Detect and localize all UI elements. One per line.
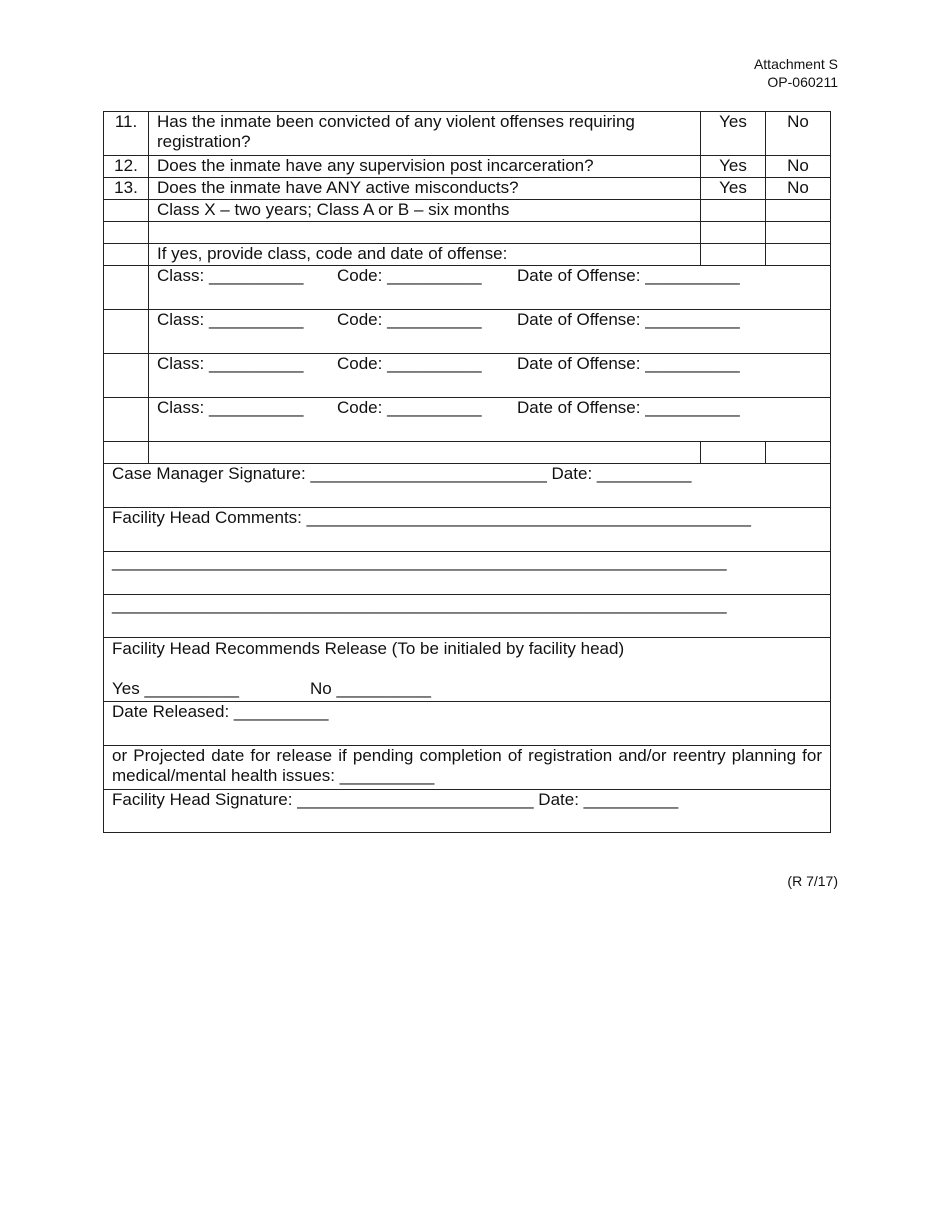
question-number: 12. xyxy=(104,156,149,178)
class-field[interactable]: Class: __________ xyxy=(157,354,304,373)
class-field[interactable]: Class: __________ xyxy=(157,310,304,329)
code-field[interactable]: Code: __________ xyxy=(337,398,482,417)
if-yes-row xyxy=(104,244,831,266)
question-text: Does the inmate have any supervision post incarceration? xyxy=(149,156,701,178)
case-manager-row xyxy=(104,464,831,508)
no-option[interactable]: No xyxy=(766,156,831,178)
recommends-row xyxy=(104,638,831,702)
comments-line[interactable]: _________________________________________________________________ xyxy=(104,595,831,638)
offense-row xyxy=(104,354,831,398)
policy-number: OP-060211 xyxy=(767,74,838,90)
class-note-row xyxy=(104,200,831,222)
code-field[interactable]: Code: __________ xyxy=(337,354,482,373)
recommend-yes-field[interactable]: Yes __________ xyxy=(112,679,240,698)
yes-option[interactable]: Yes xyxy=(701,178,766,200)
attachment-label: Attachment S xyxy=(753,56,838,72)
date-of-offense-field[interactable]: Date of Offense: __________ xyxy=(517,398,740,417)
class-note: Class X – two years; Class A or B – six months xyxy=(149,200,701,222)
yes-option[interactable]: Yes xyxy=(701,156,766,178)
revision-date: (R 7/17) xyxy=(787,873,838,889)
question-number: 11. xyxy=(104,112,149,156)
question-text: Does the inmate have ANY active misconducts? xyxy=(149,178,701,200)
code-field[interactable]: Code: __________ xyxy=(337,266,482,285)
comments-line-row xyxy=(104,552,831,595)
question-row-11 xyxy=(104,112,831,156)
no-option[interactable]: No xyxy=(766,112,831,156)
date-released-field[interactable]: Date Released: __________ xyxy=(104,702,831,746)
offense-row xyxy=(104,266,831,310)
date-of-offense-field[interactable]: Date of Offense: __________ xyxy=(517,310,740,329)
facility-head-comments-field[interactable]: Facility Head Comments: _______________________________________________ xyxy=(104,508,831,552)
case-manager-signature-field[interactable]: Case Manager Signature: _________________________ Date: __________ xyxy=(104,464,831,508)
class-field[interactable]: Class: __________ xyxy=(157,266,304,285)
offense-row xyxy=(104,310,831,354)
recommend-no-field[interactable]: No __________ xyxy=(310,679,432,698)
offense-row xyxy=(104,398,831,442)
class-field[interactable]: Class: __________ xyxy=(157,398,304,417)
facility-comments-row xyxy=(104,508,831,552)
blank-row xyxy=(104,222,831,244)
no-option[interactable]: No xyxy=(766,178,831,200)
code-field[interactable]: Code: __________ xyxy=(337,310,482,329)
release-form-table xyxy=(103,111,831,833)
projected-date-row xyxy=(104,746,831,790)
recommends-release-label: Facility Head Recommends Release (To be initialed by facility head) xyxy=(112,639,625,658)
date-of-offense-field[interactable]: Date of Offense: __________ xyxy=(517,354,740,373)
comments-line-row xyxy=(104,595,831,638)
date-released-row xyxy=(104,702,831,746)
if-yes-prompt: If yes, provide class, code and date of offense: xyxy=(149,244,701,266)
yes-option[interactable]: Yes xyxy=(701,112,766,156)
question-row-13 xyxy=(104,178,831,200)
facility-signature-row xyxy=(104,790,831,833)
question-row-12 xyxy=(104,156,831,178)
date-of-offense-field[interactable]: Date of Offense: __________ xyxy=(517,266,740,285)
blank-row xyxy=(104,442,831,464)
question-number: 13. xyxy=(104,178,149,200)
question-text: Has the inmate been convicted of any violent offenses requiring registration? xyxy=(149,112,701,156)
comments-line[interactable]: _________________________________________________________________ xyxy=(104,552,831,595)
projected-release-date-field[interactable]: or Projected date for release if pending completion of registration and/or reentry planning for medical/mental health issues: __________ xyxy=(104,746,831,790)
facility-head-signature-field[interactable]: Facility Head Signature: _________________________ Date: __________ xyxy=(104,790,831,833)
